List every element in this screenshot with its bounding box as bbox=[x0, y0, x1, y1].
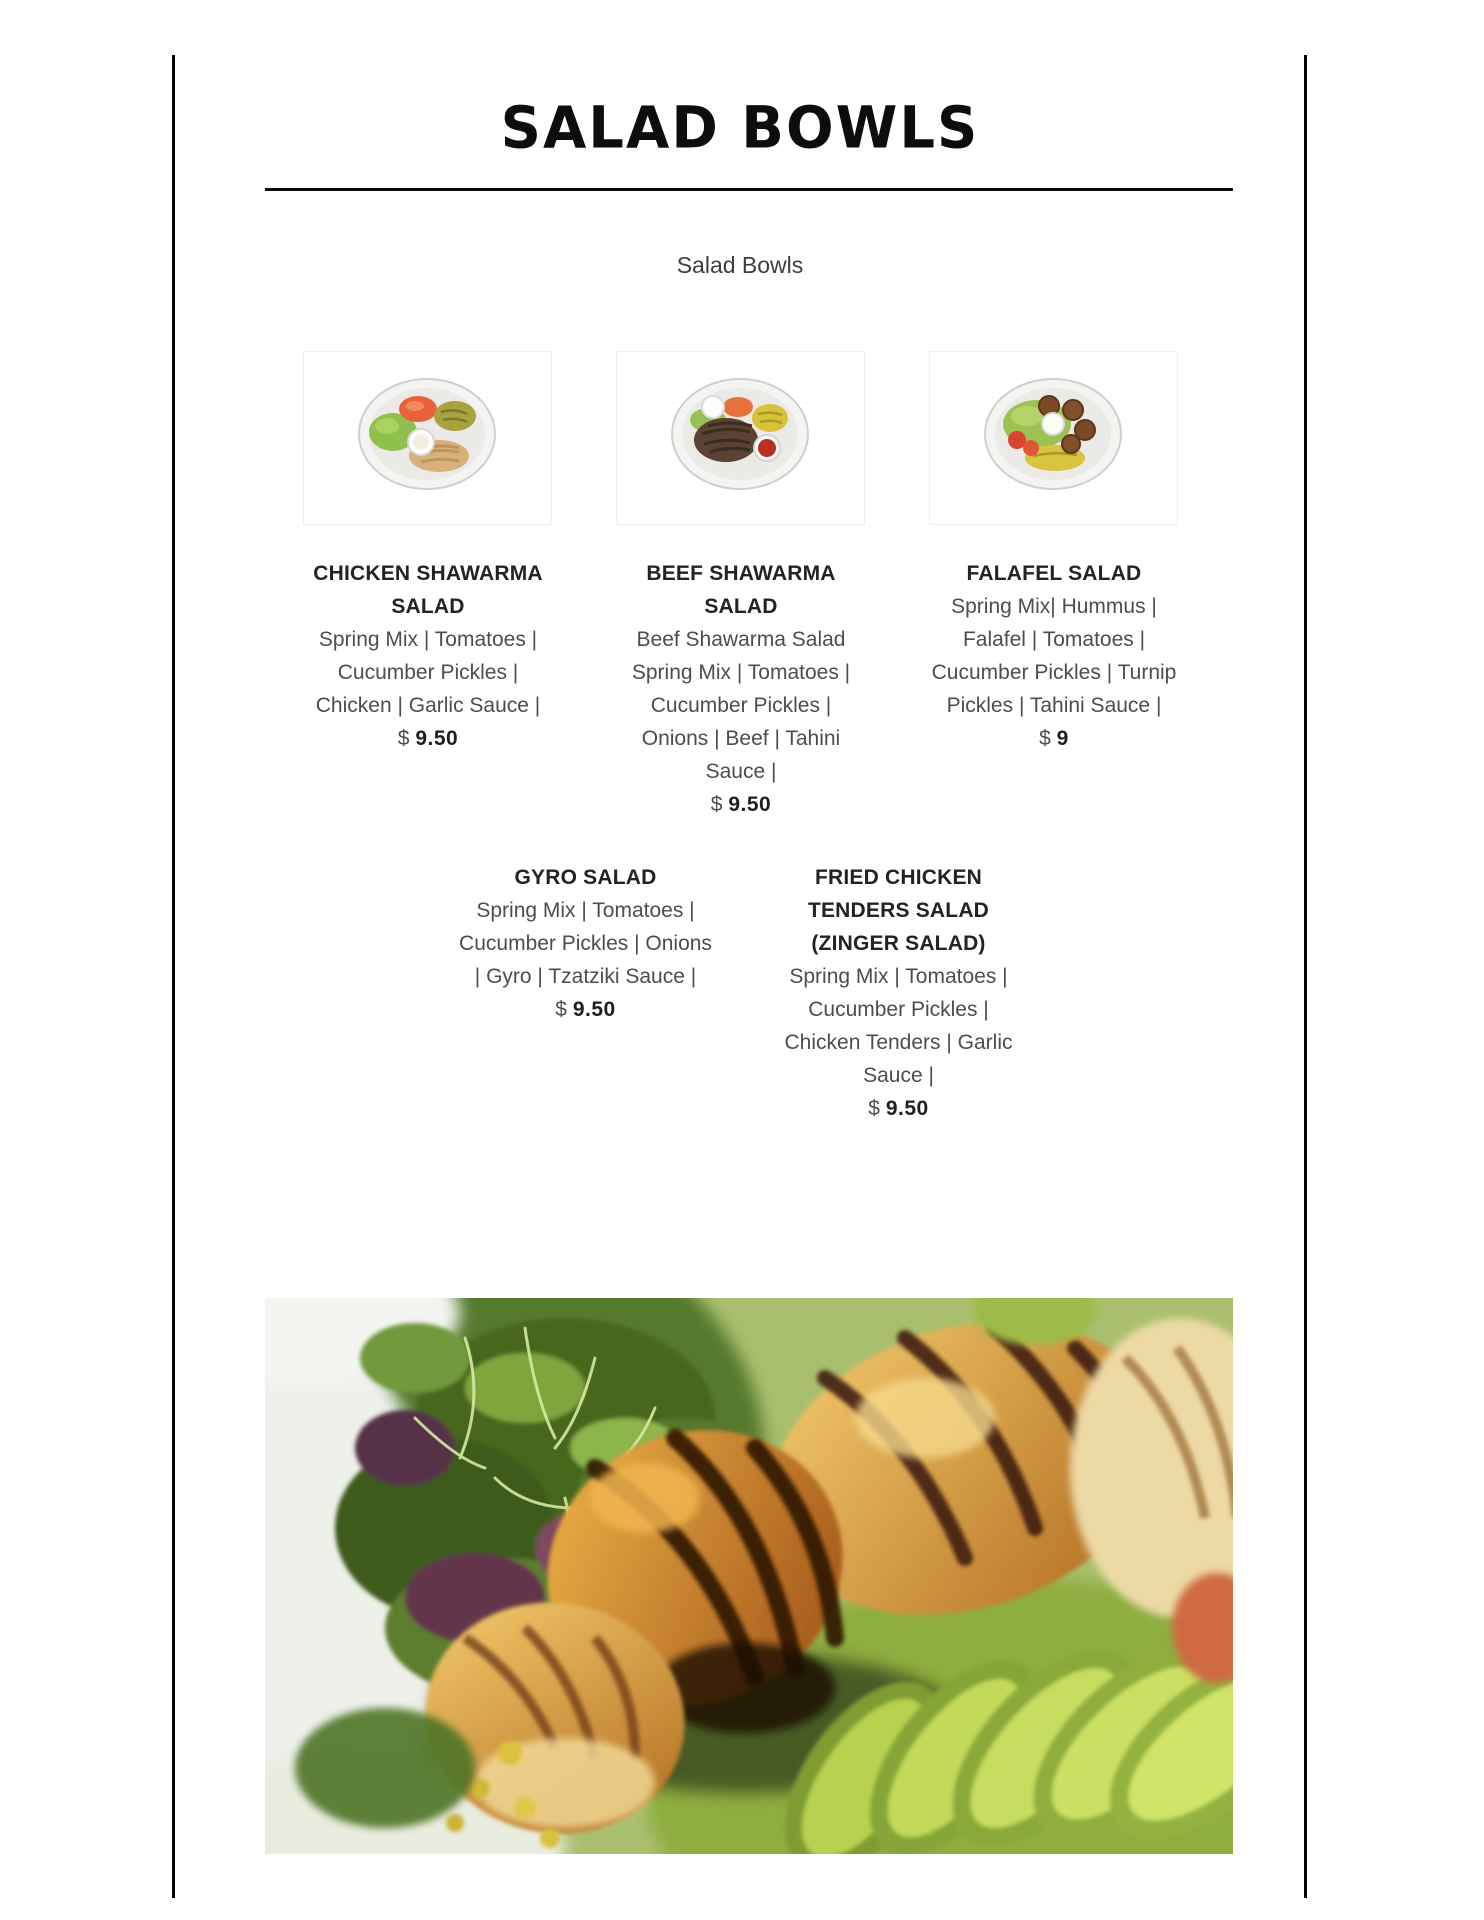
price-amount: 9.50 bbox=[728, 793, 772, 816]
currency-symbol: $ bbox=[868, 1097, 880, 1120]
item-name: BEEF SHAWARMA SALAD bbox=[646, 562, 836, 618]
menu-item-chicken-shawarma-salad bbox=[303, 351, 553, 821]
item-description: Spring Mix | Tomatoes | Cucumber Pickles | Chicken Tenders | Garlic Sauce | bbox=[784, 965, 1013, 1087]
falafel-bowl-illustration bbox=[981, 376, 1126, 496]
item-description: Spring Mix | Tomatoes | Cucumber Pickles | Chicken | Garlic Sauce | bbox=[315, 628, 541, 717]
falafel-salad-bowl-photo[interactable] bbox=[929, 351, 1178, 525]
right-border-line bbox=[1304, 55, 1307, 1898]
left-border-line bbox=[172, 55, 175, 1898]
menu-item-beef-shawarma-salad bbox=[616, 351, 866, 821]
beef-shawarma-bowl-illustration bbox=[668, 376, 813, 496]
price-amount: 9.50 bbox=[885, 1097, 929, 1120]
item-price bbox=[772, 1092, 1025, 1125]
item-description: Spring Mix | Tomatoes | Cucumber Pickles | Onions | Gyro | Tzatziki Sauce | bbox=[459, 899, 712, 988]
page-title: SALAD BOWLS bbox=[500, 94, 980, 163]
currency-symbol: $ bbox=[710, 793, 723, 816]
section-label: Salad Bowls bbox=[676, 252, 804, 278]
menu-item-fried-chicken-tenders-salad bbox=[772, 861, 1025, 1125]
item-price bbox=[929, 722, 1179, 755]
chicken-shawarma-bowl-illustration bbox=[355, 376, 500, 496]
grilled-chicken-avocado-salad-illustration bbox=[265, 1298, 1233, 1854]
chicken-shawarma-salad-bowl-photo[interactable] bbox=[303, 351, 552, 525]
item-price bbox=[459, 993, 712, 1026]
item-description: Spring Mix| Hummus | Falafel | Tomatoes | Cucumber Pickles | Turnip Pickles | Tahini Sauce | bbox=[931, 595, 1177, 717]
currency-symbol: $ bbox=[397, 727, 410, 750]
grilled-chicken-avocado-salad-photo bbox=[265, 1298, 1233, 1854]
title-divider bbox=[265, 188, 1233, 191]
menu-grid-row-1 bbox=[303, 351, 1181, 821]
item-description: Beef Shawarma Salad Spring Mix | Tomatoes | Cucumber Pickles | Onions | Beef | Tahini Sauce | bbox=[631, 628, 851, 783]
item-name: FRIED CHICKEN TENDERS SALAD (ZINGER SALAD) bbox=[807, 866, 990, 955]
item-price bbox=[616, 788, 866, 821]
price-amount: 9.50 bbox=[572, 998, 616, 1021]
item-name: FALAFEL SALAD bbox=[966, 562, 1142, 585]
item-name: GYRO SALAD bbox=[514, 866, 657, 889]
beef-shawarma-salad-bowl-photo[interactable] bbox=[616, 351, 865, 525]
menu-item-gyro-salad bbox=[459, 861, 712, 1125]
price-amount: 9 bbox=[1056, 727, 1069, 750]
currency-symbol: $ bbox=[555, 998, 567, 1021]
menu-item-falafel-salad bbox=[929, 351, 1179, 821]
item-name: CHICKEN SHAWARMA SALAD bbox=[313, 562, 543, 618]
item-price bbox=[303, 722, 553, 755]
price-amount: 9.50 bbox=[415, 727, 459, 750]
currency-symbol: $ bbox=[1039, 727, 1051, 750]
menu-grid-row-2 bbox=[459, 861, 1025, 1125]
